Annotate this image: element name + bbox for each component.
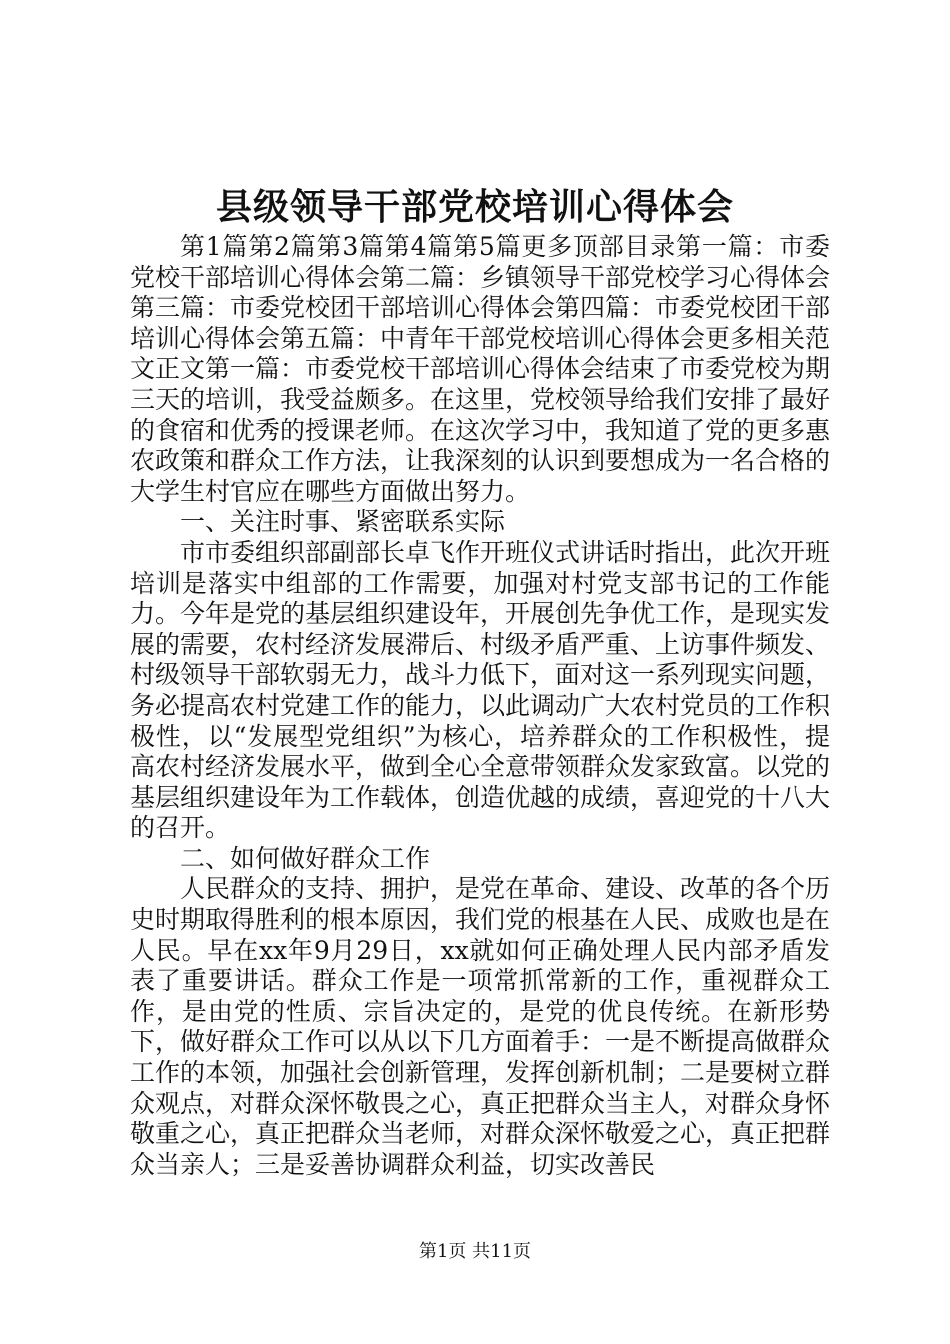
section-heading-1: 一、关注时事、紧密联系实际 — [180, 507, 506, 537]
document-title: 县级领导干部党校培训心得体会 — [215, 186, 734, 228]
document-body — [130, 232, 830, 1180]
paragraph-intro: 第1篇第2篇第3篇第4篇第5篇更多顶部目录第一篇：市委党校干部培训心得体会第二篇：乡镇领导干部党校学习心得体会第三篇：市委党校团干部培训心得体会第四篇：市委党校团干部培训心得体会第五篇：中青年干部党校培训心得体会更多相关范文正文第一篇：市委党校干部培训心得体会结束了市委党校为期三天的培训，我受益颇多。在这里，党校领导给我们安排了最好的食宿和优秀的授课老师。在这次学习中，我知道了党的更多惠农政策和群众工作方法，让我深刻的认识到要想成为一名合格的大学生村官应在哪些方面做出努力。 — [130, 232, 831, 506]
paragraph-section-2: 人民群众的支持、拥护，是党在革命、建设、改革的各个历史时期取得胜利的根本原因，我们党的根基在人民、成败也是在人民。早在xx年9月29日，xx就如何正确处理人民内部矛盾发表了重要讲话。群众工作是一项常抓常新的工作，重视群众工作，是由党的性质、宗旨决定的，是党的优良传统。在新形势下，做好群众工作可以从以下几方面着手：一是不断提高做群众工作的本领，加强社会创新管理，发挥创新机制；二是要树立群众观点，对群众深怀敬畏之心，真正把群众当主人，对群众身怀敬重之心，真正把群众当老师，对群众深怀敬爱之心，真正把群众当亲人；三是妥善协调群众利益，切实改善民 — [130, 874, 831, 1179]
page-footer: 第1页 共11页 — [418, 1241, 532, 1262]
section-heading-2: 二、如何做好群众工作 — [180, 843, 431, 873]
paragraph-section-1: 市市委组织部副部长卓飞作开班仪式讲话时指出，此次开班培训是落实中组部的工作需要，加强对村党支部书记的工作能力。今年是党的基层组织建设年，开展创先争优工作，是现实发展的需要，农村经济发展滞后、村级矛盾严重、上访事件频发、村级领导干部软弱无力，战斗力低下，面对这一系列现实问题，务必提高农村党建工作的能力，以此调动广大农村党员的工作积极性，以“发展型党组织”为核心，培养群众的工作积极性，提高农村经济发展水平，做到全心全意带领群众发家致富。以党的基层组织建设年为工作载体，创造优越的成绩，喜迎党的十八大的召开。 — [130, 537, 831, 843]
